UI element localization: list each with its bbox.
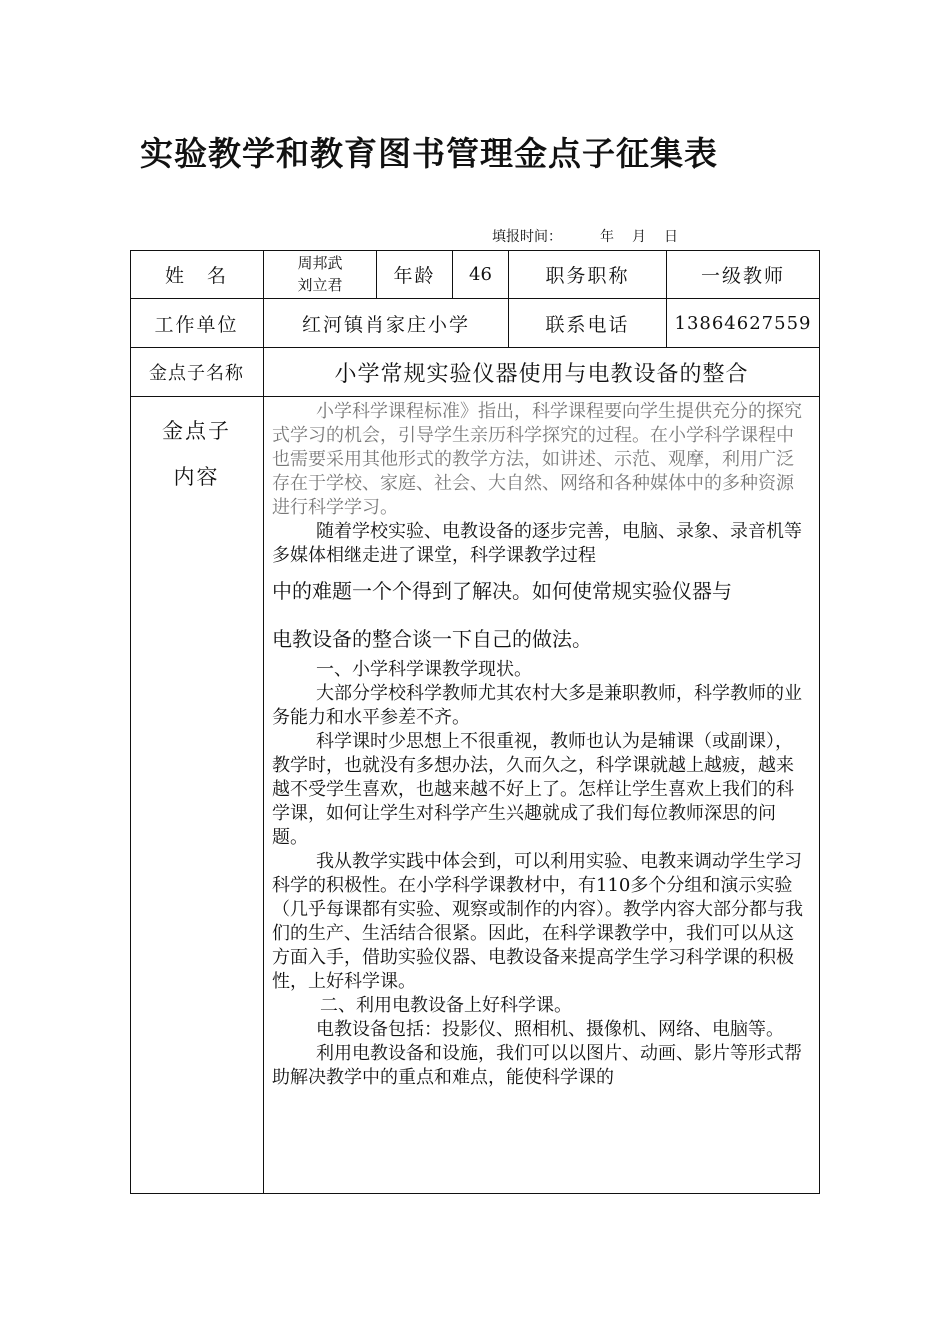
phone-label: 联系电话 — [545, 313, 630, 336]
content-paragraph: 随着学校实验、电教设备的逐步完善，电脑、录象、录音机等多媒体相继走进了课堂，科学课教学过程 — [272, 521, 802, 566]
unit-value: 红河镇肖家庄小学 — [301, 313, 470, 336]
fill-date-label: 填报时间： — [492, 229, 562, 245]
age-value: 46 — [469, 263, 492, 285]
page-title: 实验教学和教育图书管理金点子征集表 — [140, 134, 718, 173]
fill-date — [492, 226, 678, 246]
names-cell — [264, 250, 376, 298]
fill-date-year: 年 — [600, 229, 614, 245]
row-divider — [130, 396, 820, 397]
content-body — [272, 400, 810, 1090]
age-label: 年龄 — [393, 264, 436, 287]
content-paragraph: 中的难题一个个得到了解决。如何使常规实验仪器与 — [272, 579, 732, 603]
content-paragraph: 利用电教设备和设施，我们可以以图片、动画、影片等形式帮助解决教学中的重点和难点，能使科学课的 — [272, 1043, 802, 1088]
content-paragraph: 我从教学实践中体会到，可以利用实验、电教来调动学生学习科学的积极性。在小学科学课教材中，有110多个分组和演示实验（几乎每课都有实验、观察或制作的内容）。教学内容大部分都与我们的生产、生活结合很紧。因此，在科学课教学中，我们可以从这方面入手，借助实验仪器、电教设备来提高学生学习科学课的积极性，上好科学课。 — [272, 851, 803, 992]
content-label-line1: 金点子 — [162, 419, 231, 443]
table-border-bottom — [130, 1193, 820, 1194]
name-2: 刘立君 — [297, 276, 343, 294]
fill-date-day: 日 — [664, 229, 678, 245]
content-paragraph: 一、小学科学课教学现状。 — [316, 659, 532, 680]
fill-date-month: 月 — [632, 229, 646, 245]
form-table — [130, 250, 820, 1194]
content-paragraph: 电教设备的整合谈一下自己的做法。 — [272, 627, 592, 651]
table-border-right — [819, 250, 820, 1194]
content-paragraph: 电教设备包括：投影仪、照相机、摄像机、网络、电脑等。 — [316, 1019, 784, 1040]
name-1: 周邦武 — [297, 254, 343, 272]
idea-name-label: 金点子名称 — [149, 363, 244, 384]
title-value: 一级教师 — [700, 264, 785, 287]
content-paragraph: 小学科学课程标准》指出，科学课程要向学生提供充分的探究式学习的机会，引导学生亲历科学探究的过程。在小学科学课程中也需要采用其他形式的教学方法，如讲述、示范、观摩，利用广泛存在于学校、家庭、社会、大自然、网络和各种媒体中的多种资源进行科学学习。 — [272, 401, 802, 518]
name-label: 姓 名 — [164, 264, 228, 287]
content-paragraph: 大部分学校科学教师尤其农村大多是兼职教师，科学教师的业务能力和水平参差不齐。 — [272, 683, 802, 728]
content-label — [130, 408, 263, 500]
idea-name-value: 小学常规实验仪器使用与电教设备的整合 — [334, 361, 749, 387]
unit-label: 工作单位 — [154, 313, 239, 336]
phone-value: 13864627559 — [674, 312, 812, 334]
content-paragraph: 科学课时少思想上不很重视，教师也认为是辅课（或副课），教学时，也就没有多想办法，久而久之，科学课就越上越疲，越来越不受学生喜欢，也越来越不好上了。怎样让学生喜欢上我们的科学课，如何让学生对科学产生兴趣就成了我们每位教师深思的问题。 — [272, 731, 794, 848]
content-label-line2: 内容 — [173, 465, 220, 489]
content-paragraph: 二、利用电教设备上好科学课。 — [320, 995, 572, 1016]
title-label: 职务职称 — [545, 264, 630, 287]
